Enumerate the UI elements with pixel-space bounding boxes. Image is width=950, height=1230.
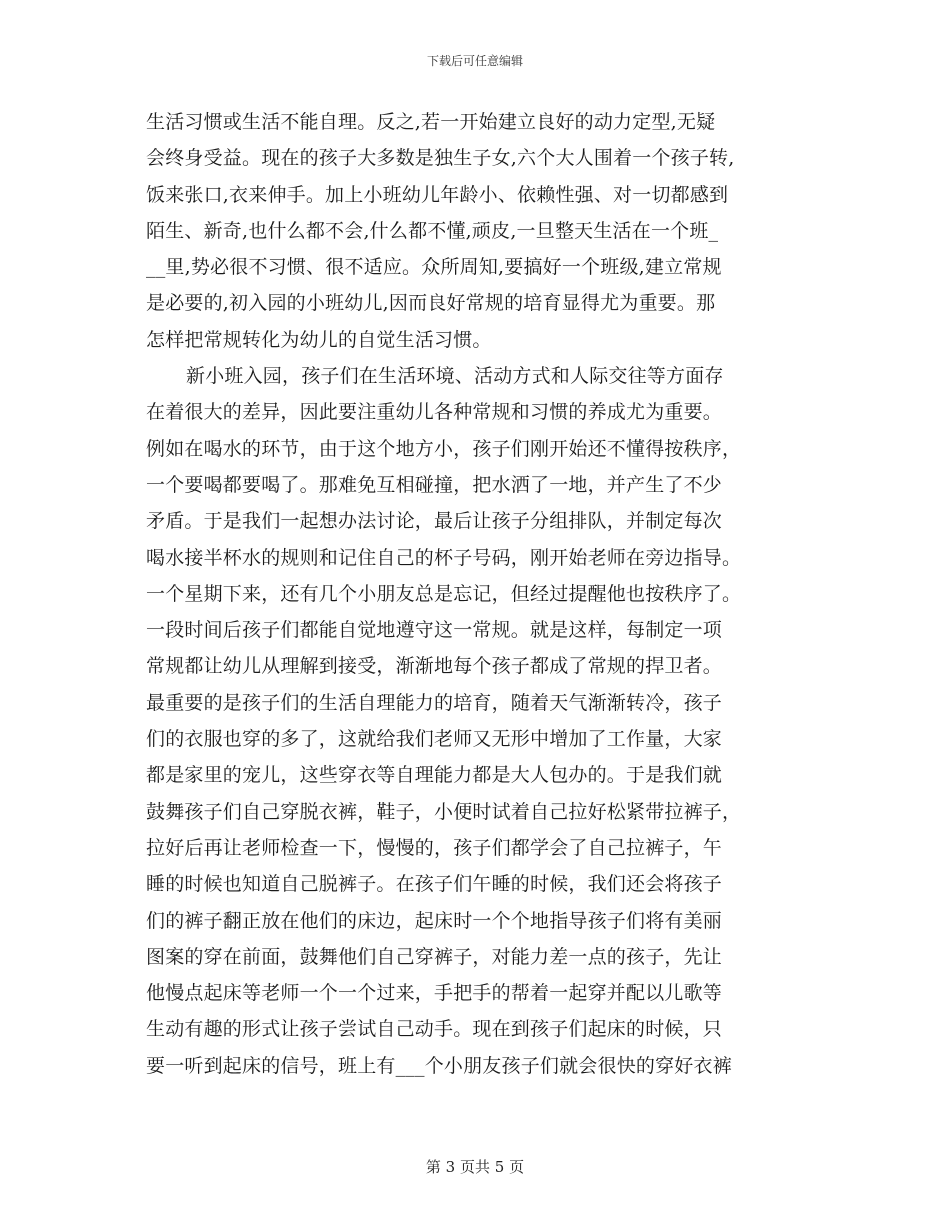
- page-header: 下载后可任意编辑: [426, 54, 523, 68]
- text-line: __里,势必很不习惯、很不适应。众所周知,要搞好一个班级,建立常规: [146, 256, 722, 279]
- text-line: 图案的穿在前面，鼓舞他们自己穿裤子，对能力差一点的孩子，先让: [146, 945, 723, 968]
- text-line: 会终身受益。现在的孩子大多数是独生子女,六个大人围着一个孩子转,: [146, 147, 735, 170]
- text-line: 在着很大的差异，因此要注重幼儿各种常规和习惯的养成尤为重要。: [146, 401, 723, 424]
- text-line: 是必要的,初入园的小班幼儿,因而良好常规的培育显得尤为重要。那: [146, 292, 716, 315]
- text-line: 一个星期下来，还有几个小朋友总是忘记，但经过提醒他也按秩序了。: [146, 582, 742, 605]
- text-line: 们的衣服也穿的多了，这就给我们老师又无形中增加了工作量，大家: [146, 728, 723, 751]
- text-line: 生活习惯或生活不能自理。反之,若一开始建立良好的动力定型,无疑: [146, 111, 716, 133]
- text-line: 们的裤子翻正放在他们的床边，起床时一个个地指导孩子们将有美丽: [146, 909, 723, 932]
- text-line: 一段时间后孩子们都能自觉地遵守这一常规。就是这样，每制定一项: [146, 619, 723, 642]
- text-line: 生动有趣的形式让孩子尝试自己动手。现在到孩子们起床的时候，只: [146, 1018, 723, 1041]
- text-line: 例如在喝水的环节，由于这个地方小，孩子们刚开始还不懂得按秩序，: [146, 437, 742, 460]
- text-line: 常规都让幼儿从理解到接受，渐渐地每个孩子都成了常规的捍卫者。: [146, 655, 723, 678]
- text-line: 鼓舞孩子们自己穿脱衣裤，鞋子，小便时试着自己拉好松紧带拉裤子，: [146, 800, 742, 823]
- text-line: 都是家里的宠儿，这些穿衣等自理能力都是大人包办的。于是我们就: [146, 764, 723, 787]
- text-line: 饭来张口,衣来伸手。加上小班幼儿年龄小、依赖性强、对一切都感到: [146, 183, 729, 206]
- text-line: 一个要喝都要喝了。那难免互相碰撞，把水洒了一地，并产生了不少: [146, 473, 723, 496]
- page-number: 第 3 页共 5 页: [425, 1158, 525, 1176]
- text-line: 最重要的是孩子们的生活自理能力的培育，随着天气渐渐转冷，孩子: [146, 691, 723, 714]
- text-line: 要一听到起床的信号，班上有___个小朋友孩子们就会很快的穿好衣裤: [146, 1054, 732, 1077]
- paragraph-start-line: 新小班入园，孩子们在生活环境、活动方式和人际交往等方面存: [186, 365, 724, 388]
- text-line: 矛盾。于是我们一起想办法讨论，最后让孩子分组排队，并制定每次: [146, 510, 723, 533]
- text-line: 拉好后再让老师检查一下，慢慢的，孩子们都学会了自己拉裤子，午: [146, 836, 723, 859]
- text-line: 喝水接半杯水的规则和记住自己的杯子号码，刚开始老师在旁边指导。: [146, 546, 742, 569]
- text-line: 陌生、新奇,也什么都不会,什么都不懂,顽皮,一旦整天生活在一个班_: [146, 219, 719, 242]
- document-body: [146, 104, 806, 1084]
- text-line: 他慢点起床等老师一个一个过来，手把手的帮着一起穿并配以儿歌等: [146, 982, 723, 1005]
- text-line: 睡的时候也知道自己脱裤子。在孩子们午睡的时候，我们还会将孩子: [146, 873, 723, 896]
- text-line: 怎样把常规转化为幼儿的自觉生活习惯。: [146, 328, 492, 351]
